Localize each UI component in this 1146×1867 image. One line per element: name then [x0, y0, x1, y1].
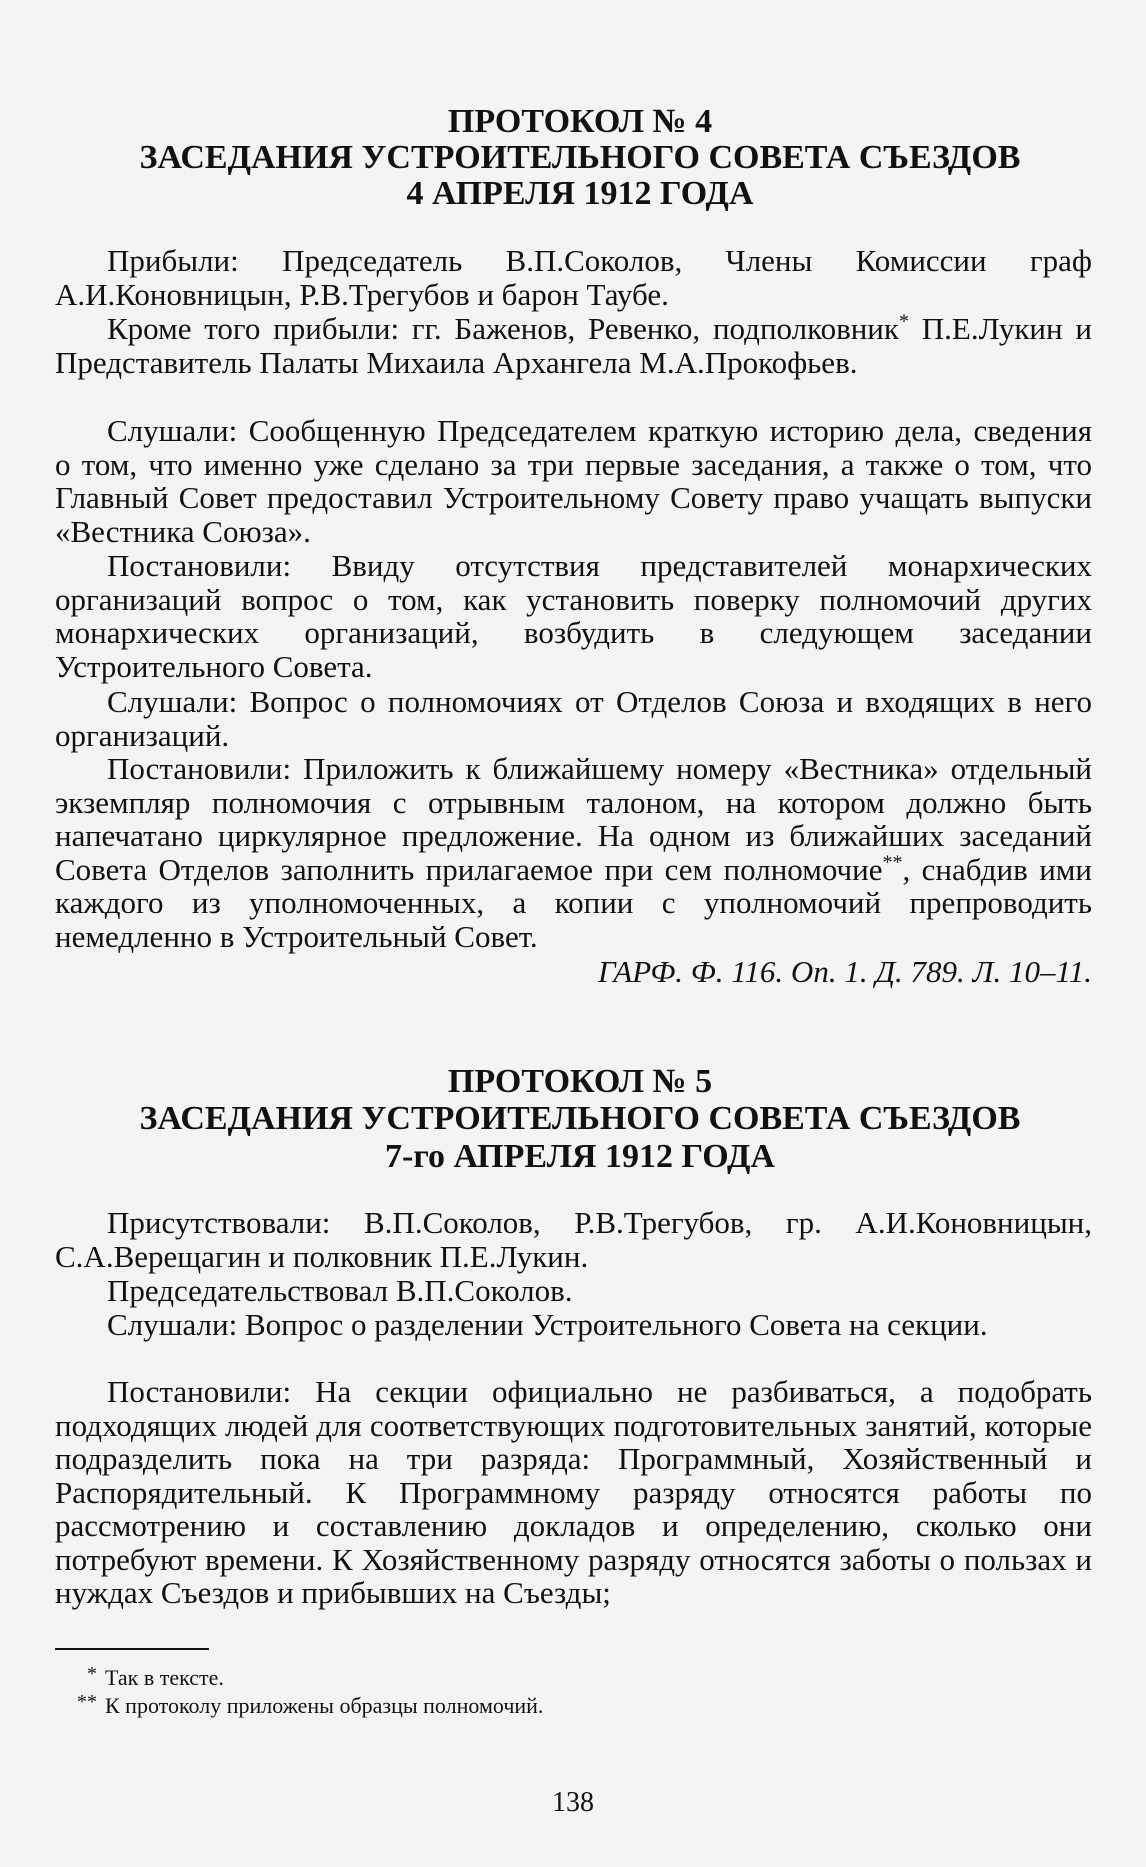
footnote-divider [55, 1648, 209, 1650]
protocol-5-date: 7-го АПРЕЛЯ 1912 ГОДА [385, 1138, 775, 1175]
protocol-5-heard: Слушали: Вопрос о разделении Устроительного Совета на секции. [107, 1307, 988, 1342]
protocol-4-title: ПРОТОКОЛ № 4 [447, 103, 713, 140]
protocol-4-also-present [55, 312, 1092, 379]
footnote-2-text: К протоколу приложены образцы полномочий. [105, 1693, 544, 1718]
footnote-1-text: Так в тексте. [105, 1665, 224, 1690]
protocol-4-resolved-2 [55, 752, 1092, 953]
also-present-text-b: П.Е.Лукин и Представитель Палаты Михаила Архангела М.А.Прокофьев. [55, 311, 1092, 380]
page-number: 138 [552, 1787, 594, 1818]
protocol-4-heard-2: Слушали: Вопрос о полномочиях от Отделов Союза и входящих в него организаций. [55, 684, 1092, 753]
footnote-ref-2: ** [882, 851, 903, 874]
protocol-5-resolved: Постановили: На секции официально не разбиваться, а подобрать подходящих людей для соответствующих подготовительных занятий, которые подразделить пока на три разряда: Программный, Хозяйственный и Распорядительный. К Программному разряду относятся работы по рассмотрению и составлению докладов и определению, сколько они потребуют времени. К Хозяйственному разряду относятся заботы о пользах и нуждах Съездов и прибывших на Съезды; [55, 1374, 1092, 1610]
protocol-4-date: 4 АПРЕЛЯ 1912 ГОДА [406, 175, 754, 212]
also-present-text-a: Кроме того прибыли: гг. Баженов, Ревенко, подполковник [107, 311, 899, 346]
resolved-2-text-b: , снабдив ими каждого из уполномоченных, а копии с уполномочий препроводить немедленно в Устроительный Совет. [55, 851, 1092, 954]
footnote-2-mark: ** [77, 1691, 97, 1713]
footnote-2 [55, 1689, 543, 1719]
protocol-4-attendees: Прибыли: Председатель В.П.Соколов, Члены Комиссии граф А.И.Коновницын, Р.В.Трегубов и барон Таубе. [55, 243, 1092, 312]
protocol-5-subtitle: ЗАСЕДАНИЯ УСТРОИТЕЛЬНОГО СОВЕТА СЪЕЗДОВ [139, 1100, 1021, 1137]
footnote-1-mark: * [87, 1663, 97, 1685]
protocol-5-attendees: Присутствовали: В.П.Соколов, Р.В.Трегубов, гр. А.И.Коновницын, С.А.Верещагин и полковник П.Е.Лукин. [55, 1205, 1092, 1274]
archive-source: ГАРФ. Ф. 116. Оп. 1. Д. 789. Л. 10–11. [598, 954, 1092, 989]
footnote-1 [55, 1661, 224, 1691]
resolved-2-text-a: Постановили: Приложить к ближайшему номеру «Вестника» отдельный экземпляр полномочия с отрывным талоном, на котором должно быть напечатано циркулярное предложение. На одном из ближайших заседаний Совета Отделов заполнить прилагаемое при сем полномочие [55, 751, 1092, 887]
protocol-4-resolved-1: Постановили: Ввиду отсутствия представителей монархических организаций вопрос о том, как установить поверку полномочий других монархических организаций, возбудить в следующем заседании Устроительного Совета. [55, 548, 1092, 684]
protocol-4-subtitle: ЗАСЕДАНИЯ УСТРОИТЕЛЬНОГО СОВЕТА СЪЕЗДОВ [139, 139, 1021, 176]
protocol-4-heard-1: Слушали: Сообщенную Председателем краткую историю дела, сведения о том, что именно уже сделано за три первые заседания, а также о том, что Главный Совет предоставил Устроительному Совету право учащать выпуски «Вестника Союза». [55, 413, 1092, 549]
footnote-ref-1: * [898, 310, 909, 333]
protocol-5-title: ПРОТОКОЛ № 5 [447, 1063, 713, 1100]
protocol-5-chair: Председательствовал В.П.Соколов. [107, 1273, 573, 1308]
